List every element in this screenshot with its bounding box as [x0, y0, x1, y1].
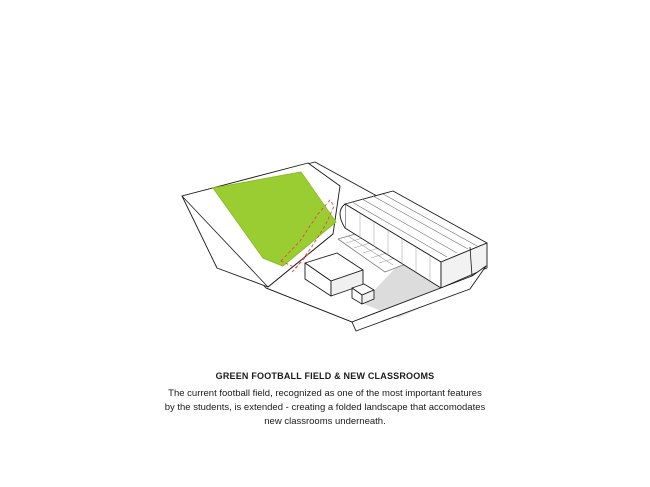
- caption-block: [0, 370, 650, 429]
- caption-line-2: by the students, is extended - creating a folded landscape that accomodates: [164, 402, 486, 413]
- caption-line-3: new classrooms underneath.: [264, 416, 386, 427]
- caption-title: GREEN FOOTBALL FIELD & NEW CLASSROOMS: [215, 371, 435, 381]
- caption-body: [160, 387, 490, 429]
- caption-line-1: The current football field, recognized as one of the most important features: [168, 388, 482, 399]
